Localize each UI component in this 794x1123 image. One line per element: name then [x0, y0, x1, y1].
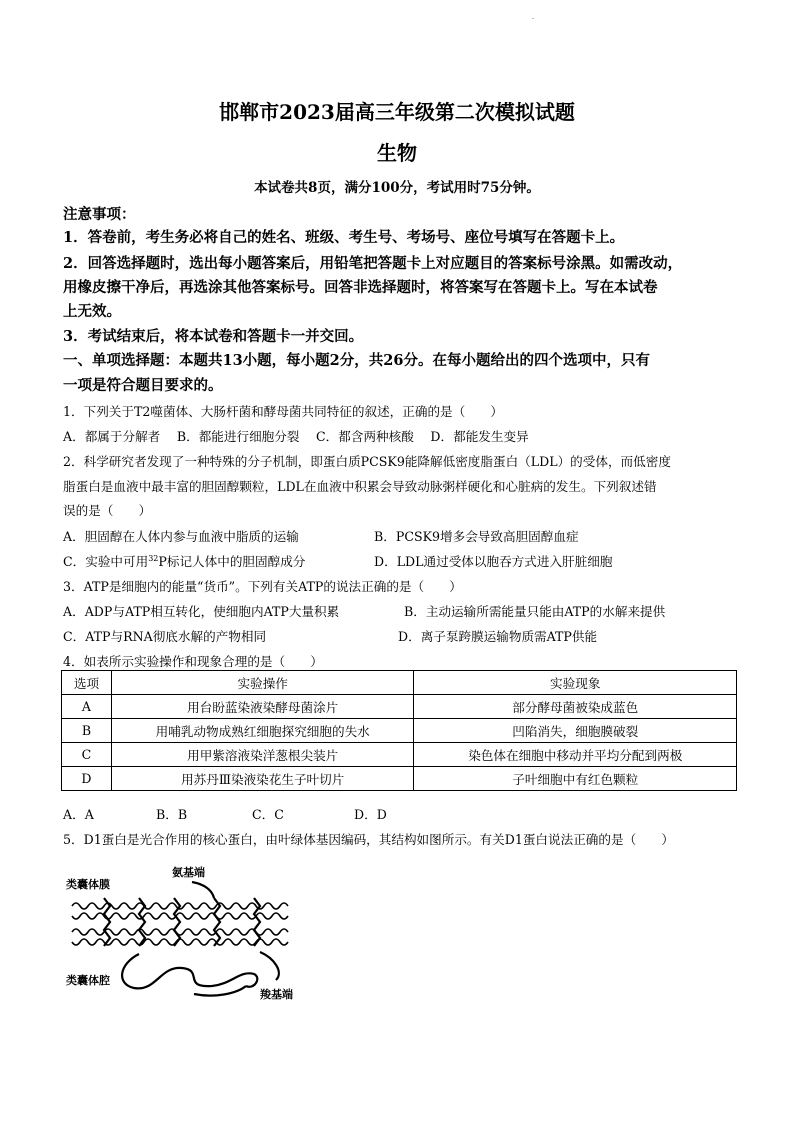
table-cell: 部分酵母菌被染成蓝色	[414, 695, 737, 719]
note-2-line-3: 上无效。	[63, 303, 121, 320]
q3-option-b: B．主动运输所需能量只能由ATP的水解来提供	[404, 604, 666, 619]
q4-option-a: A．A	[63, 807, 94, 822]
q4-stem: 4．如表所示实验操作和现象合理的是（ ）	[63, 654, 323, 669]
table-cell: 用台盼蓝染液染酵母菌涂片	[111, 695, 414, 719]
table-cell: D	[62, 767, 112, 791]
q4-option-b: B．B	[156, 807, 188, 822]
q4-option-d: D．D	[354, 807, 387, 822]
notes-heading: 注意事项：	[63, 206, 136, 223]
d1-protein-figure	[64, 862, 304, 1002]
q1-options: A．都属于分解者 B．都能进行细胞分裂 C．都含两种核酸 D．都能发生变异	[63, 429, 529, 444]
q1-stem: 1．下列关于T2噬菌体、大肠杆菌和酵母菌共同特征的叙述，正确的是（ ）	[63, 404, 504, 419]
page-mark: .	[532, 14, 534, 21]
exam-title: 邯郸市2023届高三年级第二次模拟试题	[219, 100, 575, 124]
q4-option-c: C．C	[252, 807, 284, 822]
note-1: 1．答卷前，考生务必将自己的姓名、班级、考生号、考场号、座位号填写在答题卡上。	[63, 229, 625, 246]
table-header-cell: 实验现象	[414, 671, 737, 695]
q2-stem-line-2: 脂蛋白是血液中最丰富的胆固醇颗粒，LDL在血液中积累会导致动脉粥样硬化和心脏病的发生。下列叙述错	[63, 479, 657, 494]
table-cell: 子叶细胞中有红色颗粒	[414, 767, 737, 791]
table-row	[62, 743, 737, 767]
q2-stem-line-3: 误的是（ ）	[63, 503, 152, 518]
experiment-table	[61, 670, 737, 791]
table-cell: 用甲紫溶液染洋葱根尖装片	[111, 743, 414, 767]
fig-label-lumen: 类囊体腔	[66, 974, 110, 987]
table-cell: 染色体在细胞中移动并平均分配到两极	[414, 743, 737, 767]
q2-stem-line-1: 2．科学研究者发现了一种特殊的分子机制，即蛋白质PCSK9能降解低密度脂蛋白（LDL）的受体，而低密度	[63, 454, 671, 469]
section-heading-line-2: 一项是符合题目要求的。	[63, 377, 223, 394]
table-cell: 用苏丹Ⅲ染液染花生子叶切片	[111, 767, 414, 791]
table-header-cell: 实验操作	[111, 671, 414, 695]
section-heading-line-1: 一、单项选择题：本题共13小题，每小题2分，共26分。在每小题给出的四个选项中，只有	[63, 352, 650, 369]
table-cell: 用哺乳动物成熟红细胞探究细胞的失水	[111, 719, 414, 743]
q3-stem: 3．ATP是细胞内的能量“货币”。下列有关ATP的说法正确的是（ ）	[63, 579, 462, 594]
q2-option-d: D．LDL通过受体以胞吞方式进入肝脏细胞	[374, 554, 613, 569]
fig-label-c-terminus: 羧基端	[260, 988, 293, 1001]
table-row	[62, 695, 737, 719]
fig-label-n-terminus: 氨基端	[172, 866, 205, 879]
table-row	[62, 719, 737, 743]
q2-option-c	[63, 551, 305, 570]
table-cell: A	[62, 695, 112, 719]
fig-label-membrane: 类囊体膜	[66, 878, 110, 891]
table-header-cell: 选项	[62, 671, 112, 695]
table-cell: B	[62, 719, 112, 743]
q2-option-a: A．胆固醇在人体内参与血液中脂质的运输	[63, 529, 299, 544]
note-2-line-1: 2．回答选择题时，选出每小题答案后，用铅笔把答题卡上对应题目的答案标号涂黑。如需改动，	[63, 255, 683, 272]
q2-option-c-superscript: 32	[148, 553, 159, 563]
table-row	[62, 767, 737, 791]
q2-option-c-pre: C．实验中可用	[63, 554, 149, 569]
q2-option-c-post: P标记人体中的胆固醇成分	[158, 554, 306, 569]
note-2-line-2: 用橡皮擦干净后，再选涂其他答案标号。回答非选择题时，将答案写在答题卡上。写在本试卷	[63, 279, 658, 296]
q2-option-b: B．PCSK9增多会导致高胆固醇血症	[374, 529, 579, 544]
q5-stem: 5．D1蛋白是光合作用的核心蛋白，由叶绿体基因编码，其结构如图所示。有关D1蛋白说法正确的是（ ）	[63, 832, 674, 847]
q3-option-c: C．ATP与RNA彻底水解的产物相同	[63, 629, 267, 644]
q3-option-a: A．ADP与ATP相互转化，使细胞内ATP大量积累	[63, 604, 340, 619]
q3-option-d: D．离子泵跨膜运输物质需ATP供能	[398, 629, 598, 644]
table-header-row	[62, 671, 737, 695]
exam-info: 本试卷共8页，满分100分，考试用时75分钟。	[254, 180, 540, 196]
table-cell: C	[62, 743, 112, 767]
subject-title: 生物	[377, 141, 417, 165]
table-cell: 凹陷消失，细胞膜破裂	[414, 719, 737, 743]
note-3: 3．考试结束后，将本试卷和答题卡一并交回。	[63, 328, 364, 345]
